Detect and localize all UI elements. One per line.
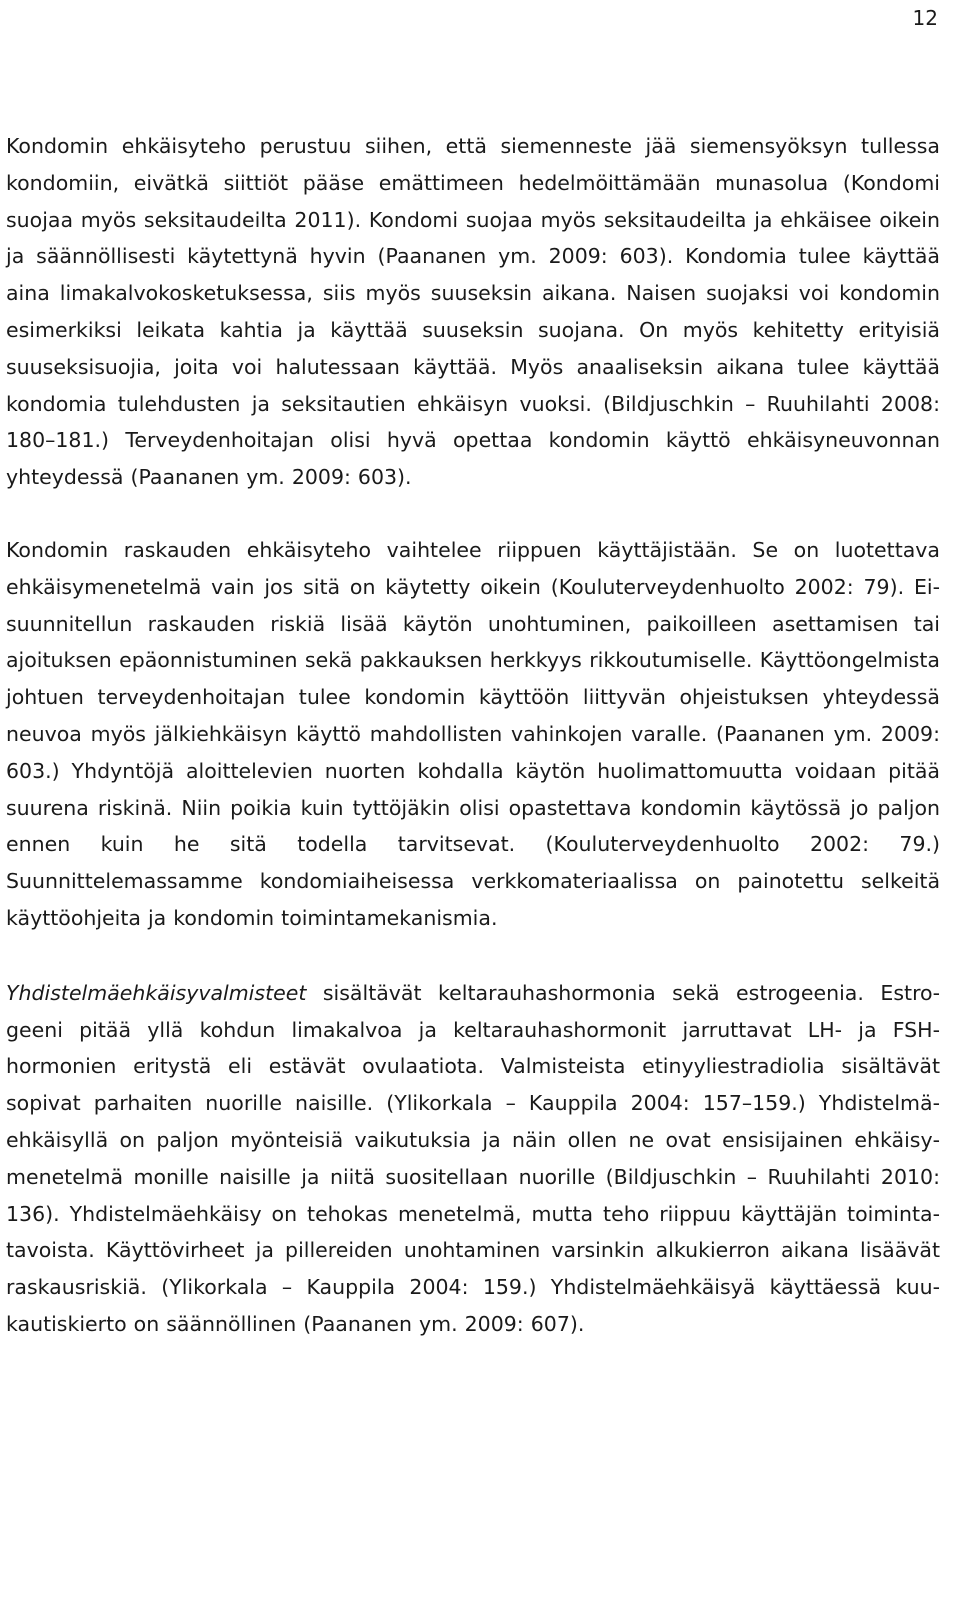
paragraph-condom-effectiveness: Kondomin ehkäisyteho perustuu siihen, että siemenneste jää siemensyöksyn tullessa kondomiin, eivätkä siittiöt pääse emättimeen hedelmöittämään munasolua (Kondomi suojaa myös seksitaudeilta 2011). Kondomi suojaa myös seksitaudeilta ja ehkäisee oikein ja säännöllisesti käytettynä hyvin (Paananen ym. 2009: 603). Kondomia tulee käyttää aina limakalvokosketuksessa, siis myös suuseksin aikana. Naisen suojaksi voi kondomin esimerkiksi leikata kahtia ja käyttää suuseksin suojana. On myös kehitetty erityisiä suuseksisuojia, joita voi halutessaan käyttää. Myös anaaliseksin aikana tulee käyttää kondomia tulehdusten ja seksitautien ehkäisyn vuoksi. (Bildjuschkin – Ruuhilahti 2008: 180–181.) Terveydenhoitajan olisi hyvä opettaa kondomin käyttö ehkäisyneuvonnan yhteydessä (Paananen ym. 2009: 603). — [6, 134, 940, 490]
page-number: 12 — [912, 6, 938, 30]
paragraph-condom-pregnancy-prevention: Kondomin raskauden ehkäisyteho vaihtelee riippuen käyttäjistään. Se on luotettava ehkäisymenetelmä vain jos sitä on käytetty oikein (Kouluterveydenhuolto 2002: 79). Eisuunnitellun raskauden riskiä lisää käytön unohtuminen, paikoilleen asettamisen tai ajoituksen epäonnistuminen sekä pakkauksen herkkyys rikkoutumiselle. Käyttöongelmista johtuen terveydenhoitajan tulee kondomin käyttöön liittyvän ohjeistuksen yhteydessä neuvoa myös jälkiehkäisyn käyttö mahdollisten vahinkojen varalle. (Paananen ym. 2009: 603.) Yhdyntöjä aloittelevien nuorten kohdalla käytön huolimattomuutta voidaan pitää suurena riskinä. Niin poikia kuin tyttöjäkin olisi opastettava kondomin käytössä jo paljon ennen kuin he sitä todella tarvitsevat. (Kouluterveydenhuolto 2002: 79.) Suunnittelemassamme kondomiaiheisessa verkkomateriaalissa on painotettu selkeitä käyttöohjeita ja kondomin toimintamekanismia. — [6, 537, 940, 930]
document-body — [6, 128, 940, 1343]
term-combined-contraceptives: Yhdistelmäehkäisyvalmisteet — [6, 980, 307, 1005]
paragraph-combined-contraceptives-text: sisältävät keltarauhashormonia sekä estrogeenia. Estrogeeni pitää yllä kohdun limakalvoa ja keltarauhashormonit jarruttavat LH- ja FSH-hormonien eritystä eli estävät ovulaatiota. Valmisteista etinyyliestradiolia sisältävät sopivat parhaiten nuorille naisille. (Ylikorkala – Kauppila 2004: 157–159.) Yhdistelmäehkäisyllä on paljon myönteisiä vaikutuksia ja näin ollen ne ovat ensisijainen ehkäisymenetelmä monille naisille ja niitä suositellaan nuorille (Bildjuschkin – Ruuhilahti 2010: 136). Yhdistelmäehkäisy on tehokas menetelmä, mutta teho riippuu käyttäjän toimintatavoista. Käyttövirheet ja pillereiden unohtaminen varsinkin alkukierron aikana lisäävät raskausriskiä. (Ylikorkala – Kauppila 2004: 159.) Yhdistelmäehkäisyä käyttäessä kuukautiskierto on säännöllinen (Paananen ym. 2009: 607). — [6, 980, 940, 1336]
paragraph-combined-contraceptives — [6, 975, 940, 1343]
